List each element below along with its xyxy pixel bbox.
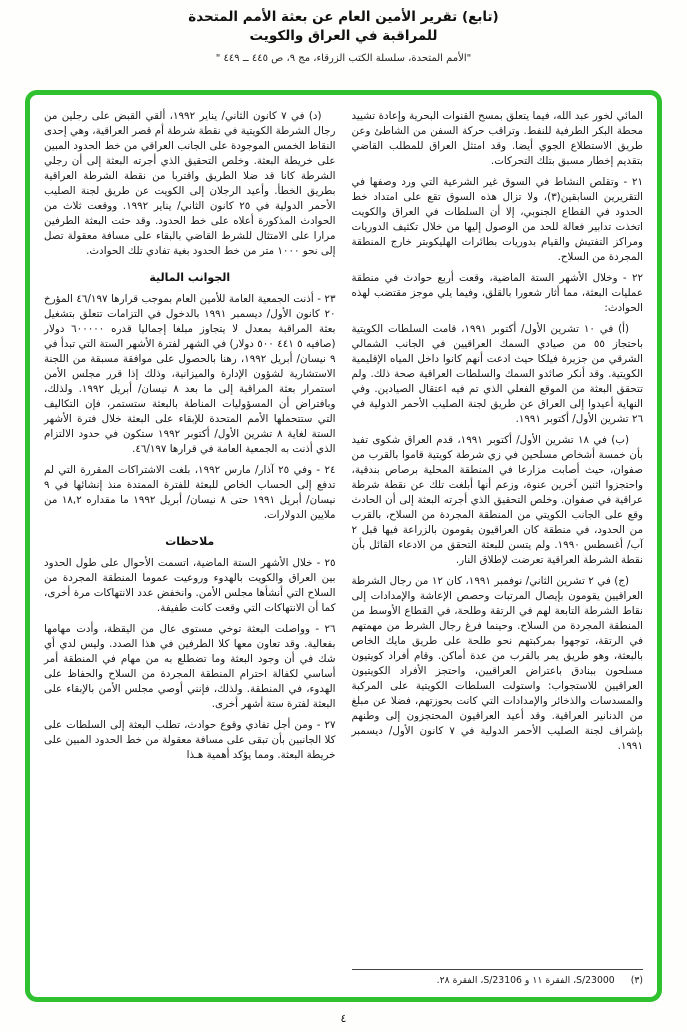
report-title-line2: للمراقبة في العراق والكويت (249, 28, 438, 44)
highlight-border-box (25, 90, 662, 1002)
report-title-line1: (تابع) تقرير الأمين العام عن بعثة الأمم المتحدة (188, 9, 499, 25)
heading-financial-aspects: الجوانب المالية (149, 271, 231, 284)
column-left (44, 107, 336, 987)
para-continuation: المائي لخور عبد الله، فيما يتعلق بمسح القنوات البحرية وإعادة تشييد محطة البكر الطرفية للنفط. وتراقب حركة السفن من الشاطئ وعن طريق الاستطلاع الجوي أيضا. وقد امتثل العراق للمطلب القاضي بتقديم إخطار مسبق بتلك التحركات. (351, 110, 643, 167)
page-number: ٤ (340, 1012, 347, 1025)
para-26: ٢٦ - وواصلت البعثة توخي مستوى عال من اليقظة، وأدت مهامها بفعالية. وقد تعاون معها كلا الطرفين في هذا الصدد. وليس لدي أي شك في أن وجود البعثة وما تضطلع به من مهام في المنطقة أمر أساسي لكفالة احترام المنطقة المجردة من السلاح والحفاظ على الهدوء، في المنطقة. ولذلك، فإنني أوصي مجلس الأمن بالإبقاء على البعثة لفترة ستة أشهر أخرى. (44, 623, 336, 710)
para-24: ٢٤ - وفي ٢٥ آذار/ مارس ١٩٩٢، بلغت الاشتراكات المقررة التي لم تدفع إلى الحساب الخاص للبعثة للفترة الممتدة منذ إنشائها في ٩ نيسان/ أبريل ١٩٩١ حتى ٨ نيسان/ أبريل ١٩٩٢ ما مقداره ١٨,٢ من ملايين الدولارات. (44, 464, 336, 521)
incident-b: (ب) في ١٨ تشرين الأول/ أكتوبر ١٩٩١، قدم العراق شكوى تفيد بأن خمسة أشخاص مسلحين في زي شرطة كويتية قاموا بالقرب من صفوان، حيث أصابت مزارعا في المنطقة المحلية برصاص بندقية، واحتجزوا اثنين آخرين عنوة، وزعم أنها أبلغت تلك عن نقطة شرطة عراقية في صفوان. وخلص التحقيق الذي أجرته البعثة إلى أن الحادث وقع على الجانب الكويتي من المنطقة المجردة من السلاح، بالقرب من الحدود، في منطقة كان العراقيون يقومون بالزراعة فيها قبل ٢ آب/ أغسطس ١٩٩٠. ولم يتسن للبعثة التحقق من الادعاء القائل بأن نقطة الشرطة العراقية تعرضت لإطلاق النار. (351, 434, 643, 566)
heading-observations: ملاحظات (165, 535, 215, 548)
incident-a: (أ) في ١٠ تشرين الأول/ أكتوبر ١٩٩١، قامت السلطات الكويتية باحتجاز ٥٥ من صيادي السمك العراقيين في الجانب الشمالي الشرقي من جزيرة فيلكا حيث ادعت أنهم كانوا داخل المياه الإقليمية الكويتية. وقد أنكر صائدو السمك والسلطات العراقية صحة ذلك. ولم تتحقق البعثة من الموقع الفعلي الذي تم فيه اعتقال الصيادين. وفي النهاية أعيدوا إلى العراق عن طريق لجنة الصليب الأحمر الدولية في ٢٦ تشرين الأول/ أكتوبر ١٩٩١. (351, 323, 644, 425)
column-right (352, 107, 644, 987)
source-citation: "الأمم المتحدة، سلسلة الكتب الزرقاء، مج ٩، ص ٤٤٥ ــ ٤٤٩ " (215, 53, 472, 64)
para-25: ٢٥ - خلال الأشهر الستة الماضية، اتسمت الأحوال على طول الحدود بين العراق والكويت بالهدوء وروعيت عموما المنطقة المجردة من السلاح التي أنشأها مجلس الأمن. وانخفض عدد الانتهاكات مرة أخرى، كما أن الانتهاكات التي وقعت كانت طفيفة. (44, 557, 336, 614)
incident-c: (ج) في ٢ تشرين الثاني/ نوفمبر ١٩٩١، كان ١٢ من رجال الشرطة العراقيين يقومون بإيصال المرتبات وحصص الإعاشة والإمدادات إلى نقاط الشرطة التابعة لهم في الرتقة وطلحة، في القطاع الأوسط من المنطقة المجردة من السلاح. وحينما فرغ رجال الشرط من مهمتهم في الرتقة، توجهوا بمركبتهم نحو طلحة على طريق مايك الخاص بالبعثة، وهو طريق يمر بالقرب من عدة أماكن. وقام أفراد كويتيون مسلحون ببنادق باعتراض العراقيين، واحتجز الأفراد الكويتيون العراقيين للاستجواب: واستولت السلطات الكويتية على المركبة والمسدسات والذخائر والإمدادات التي كانت بحوزتهم، فضلا عن مبلغ من الدنانير العراقية. وقد أعيد العراقيون المحتجزون إلى وطنهم بإشراف لجنة الصليب الأحمر الدولية في ٧ كانون الأول/ ديسمبر ١٩٩١. (351, 575, 643, 752)
incident-d: (د) في ٧ كانون الثاني/ يناير ١٩٩٢، ألقي القبض على رجلين من رجال الشرطة الكويتية في نقطة شرطة أم قصر العراقية، وهي إحدى النقاط الخمس الموجودة على الجانب العراقي من خط الحدود المبين على خريطة البعثة. وخلص التحقيق الذي أجرته البعثة إلى أن رجلي الشرطة كانا قد ضلا الطريق واقتربا من نقطة الشرطة العراقية بطريق الخطأ. وأعيد الرجلان إلى الكويت عن طريق لجنة الصليب الأحمر الدولية في ٢٥ كانون الثاني/ يناير ١٩٩٢. ووقعت ثلاث من الحوادث المذكورة أعلاه على خط الحدود. وقد حثت البعثة الطرفين مرارا على الامتثال للشرط القاضي بالبقاء على مسافة معقولة تصل إلى نحو ١٠٠٠ متر من خط الحدود بغية تفادي تلك الحوادث. (44, 110, 336, 257)
footnote (352, 969, 644, 987)
para-27: ٢٧ - ومن أجل تفادي وقوع حوادث، تطلب البعثة إلى السلطات على كلا الجانبين بأن تبقى على مسافة معقولة من خط الحدود المبين على خريطة البعثة. ومما يؤكد أهمية هـذا (44, 719, 336, 761)
para-21: ٢١ - وتقلص النشاط في السوق غير الشرعية التي ورد وصفها في التقريرين السابقين(٣)، ولا تزال هذه السوق تقع على امتداد خط الحدود في القطاع الجنوبي، إلا أن السلطات في العراق والكويت اتخذت تدابير فعالة للحد من الوصول إليها من خلال تكثيف الدوريات ومراكز التفتيش والقيام بدوريات بطائرات الهليكوبتر خارج المنطقة المجردة من السلاح. (351, 176, 643, 263)
para-23: ٢٣ - أذنت الجمعية العامة للأمين العام بموجب قرارها ٤٦/١٩٧ المؤرخ ٢٠ كانون الأول/ ديسمبر ١٩٩١ بالدخول في التزامات تتعلق بتشغيل بعثة المراقبة بمعدل لا يتجاوز مبلغا إجماليا قدره ٦٠٠٠٠٠ دولار (صافيه ٥ ٤٤١ ٥٠٠ دولار) في الشهر لفترة الأشهر الستة التي تبدأ في ٩ نيسان/ أبريل ١٩٩٢، رهنا بالحصول على موافقة مسبقة من اللجنة الاستشارية لشؤون الإدارة والميزانية، وذلك إذا قرر مجلس الأمن استمرار بعثة المراقبة إلى ما بعد ٨ نيسان/ أبريل ١٩٩٢. ولذلك، وبافتراض أن المسؤوليات المناطة بالبعثة ستستمر، فإن التكاليف التي ستتحملها الأمم المتحدة للإبقاء على البعثة خلال فترة الأشهر الستة لغاية ٨ تشرين الأول/ أكتوبر ١٩٩٢ ستكون في حدود الالتزام الذي أذنت به الجمعية العامة في قرارها ٤٦/١٩٧. (44, 293, 336, 455)
document-header (0, 0, 687, 64)
footnote-text: S/23000، الفقرة ١١ و S/23106، الفقرة ٢٨. (436, 975, 615, 986)
para-22: ٢٢ - وخلال الأشهر الستة الماضية، وقعت أربع حوادث في منطقة عمليات البعثة، مما أثار شعورا بالقلق، وفيما يلي موجز مقتضب لهذه الحوادث: (351, 272, 643, 314)
footnote-marker: (٣) (630, 975, 643, 986)
